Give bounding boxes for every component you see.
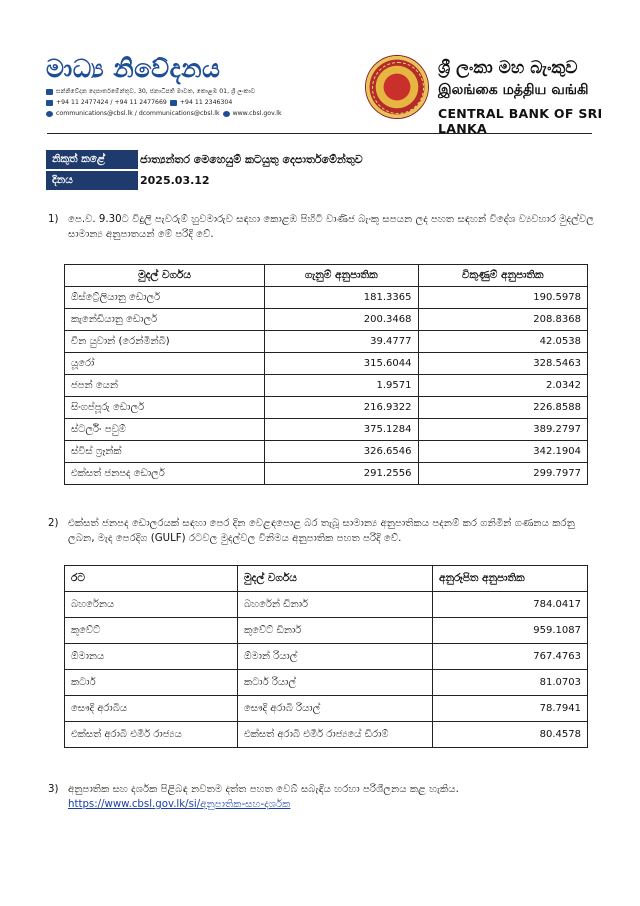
buying-rate-cell: 326.6546	[264, 441, 418, 463]
selling-rate-cell: 389.2797	[418, 419, 588, 441]
phone-icon	[46, 100, 53, 106]
currency-cell: යූරෝ	[65, 353, 265, 375]
country-cell: කුවේට්	[65, 618, 238, 644]
table-row	[65, 592, 588, 618]
table-row	[65, 331, 588, 353]
column-header: මුදල් වර්ගය	[238, 566, 433, 592]
table-row	[65, 463, 588, 485]
phone-text: +94 11 2477424 / +94 11 2477669	[56, 99, 167, 106]
rate-cell: 767.4763	[433, 644, 588, 670]
table-row	[65, 353, 588, 375]
website-text[interactable]: www.cbsl.gov.lk	[232, 110, 282, 117]
selling-rate-cell: 342.1904	[418, 441, 588, 463]
section-2-number: 2)	[48, 518, 59, 529]
column-header: අනුරූපිත අනුපාතික	[433, 566, 588, 592]
section-1-number: 1)	[48, 214, 59, 225]
section-2-paragraph	[48, 516, 594, 546]
issued-by-value: ජාත්‍යන්තර මෙහෙයුම් කටයුතු දෙපාර්තමේන්තුව	[140, 152, 363, 166]
buying-rate-cell: 181.3365	[264, 287, 418, 309]
address-line	[46, 88, 255, 96]
country-cell: එක්සත් අරාබි එමීර් රාජ්‍යය	[65, 722, 238, 748]
table-row	[65, 309, 588, 331]
table-row	[65, 696, 588, 722]
table-row	[65, 670, 588, 696]
selling-rate-cell: 42.0538	[418, 331, 588, 353]
currency-cell: ස්ටර්ලිං පවුම්	[65, 419, 265, 441]
table-row	[65, 441, 588, 463]
currency-cell: එක්සත් ජනපද ඩොලර්	[65, 463, 265, 485]
column-header: විකුණුම් අනුපාතික	[418, 265, 588, 287]
currency-cell: ස්විස් ෆ්‍රෑන්ක්	[65, 441, 265, 463]
section-1-paragraph	[48, 212, 594, 242]
rate-cell: 784.0417	[433, 592, 588, 618]
country-cell: සෞදි අරාබිය	[65, 696, 238, 722]
press-release-title: මාධ්‍ය නිවේදනය	[46, 54, 221, 83]
section-3-text: අනුපාතික සහ දර්ශක පිළිබඳ නවතම දත්ත පහත වෙබ් සබැඳිය හරහා පරිශීලනය කළ හැකිය.	[68, 784, 459, 795]
globe-icon	[223, 111, 230, 117]
issued-by-label: නිකුත් කළේ	[46, 150, 138, 169]
selling-rate-cell: 208.8368	[418, 309, 588, 331]
header-divider	[47, 133, 592, 134]
buying-rate-cell: 1.9571	[264, 375, 418, 397]
buying-rate-cell: 315.6044	[264, 353, 418, 375]
table-row	[65, 722, 588, 748]
selling-rate-cell: 226.8588	[418, 397, 588, 419]
section-2-text: එක්සත් ජනපද ඩොලරයක් සඳහා පෙර දින වෙළඳපොළ බර තැබූ සාමාන්‍ය අනුපාතිකය පදනම් කර ගනිමින් ගණනය කරනු ලබන, මැද පෙරදිග (GULF) රටවල මුදල්වල විනිමය අනුපාතික පහත පරිදි වේ.	[68, 518, 575, 544]
email-icon	[46, 111, 53, 117]
table-row	[65, 287, 588, 309]
column-header: රට	[65, 566, 238, 592]
email-text[interactable]: communications@cbsl.lk / dcommunications@cbsl.lk	[56, 110, 220, 117]
rate-cell: 80.4578	[433, 722, 588, 748]
table-header-row	[65, 265, 588, 287]
currency-cell: ඕමාන් රියාල්	[238, 644, 433, 670]
bank-name-tamil: இலங்கை மத்திய வங்கி	[438, 82, 589, 98]
table-row	[65, 419, 588, 441]
gulf-rates-table	[64, 565, 588, 748]
rate-cell: 81.0703	[433, 670, 588, 696]
currency-cell: ජපන් යෙන්	[65, 375, 265, 397]
selling-rate-cell: 328.5463	[418, 353, 588, 375]
currency-cell: ඕස්ට්‍රේලියානු ඩොලර්	[65, 287, 265, 309]
address-text: සන්නිවේදන දෙපාර්තමේන්තුව, 30, ජනාධිපති මාවත, කොළඹ 01, ශ්‍රී ලංකාව	[56, 88, 256, 95]
rate-cell: 959.1087	[433, 618, 588, 644]
table-row	[65, 397, 588, 419]
currency-cell: කැනේඩියානු ඩොලර්	[65, 309, 265, 331]
currency-cell: සෞදි අරාබි රියාල්	[238, 696, 433, 722]
section-3-paragraph	[48, 782, 594, 812]
currency-cell: කුවේට් ඩිනාර්	[238, 618, 433, 644]
fax-text: +94 11 2346304	[179, 99, 233, 106]
column-header: ගැනුම් අනුපාතික	[264, 265, 418, 287]
country-cell: ඕමානය	[65, 644, 238, 670]
table-row	[65, 375, 588, 397]
buying-rate-cell: 200.3468	[264, 309, 418, 331]
table-row	[65, 644, 588, 670]
buying-rate-cell: 375.1284	[264, 419, 418, 441]
currency-cell: කටාර් රියාල්	[238, 670, 433, 696]
buying-rate-cell: 291.2556	[264, 463, 418, 485]
country-cell: බහරේනය	[65, 592, 238, 618]
table-header-row	[65, 566, 588, 592]
email-line	[46, 110, 282, 117]
phone-line	[46, 99, 232, 106]
currency-cell: බහරේන් ඩිනාර්	[238, 592, 433, 618]
selling-rate-cell: 2.0342	[418, 375, 588, 397]
rates-indices-link[interactable]: https://www.cbsl.gov.lk/si/අනුපාතික-සහ-දර්ශක	[68, 799, 291, 810]
cbsl-emblem-ring	[372, 62, 424, 114]
buying-rate-cell: 39.4777	[264, 331, 418, 353]
fax-icon	[170, 100, 177, 106]
table-row	[65, 618, 588, 644]
envelope-icon	[46, 89, 53, 95]
date-label: දිනය	[46, 171, 138, 190]
section-1-text: පෙ.ව. 9.30ට විදුලි පැවරුම් හුවමාරුව සඳහා කොළඹ පිහිටි වාණිජ බැංකු සපයන ලද පහත සඳහන් විදේශ ව්‍යවහාර මුදල්වල සාමාන්‍ය අනුපාතයන් මේ පරිදි වේ.	[68, 214, 594, 240]
country-cell: කටාර්	[65, 670, 238, 696]
currency-cell: චීන යුවාන් (රෙන්මින්බි)	[65, 331, 265, 353]
rate-cell: 78.7941	[433, 696, 588, 722]
column-header: මුදල් වර්ගය	[65, 265, 265, 287]
date-value: 2025.03.12	[140, 174, 210, 187]
exchange-rates-table	[64, 264, 588, 485]
currency-cell: සිංගප්පූරු ඩොලර්	[65, 397, 265, 419]
buying-rate-cell: 216.9322	[264, 397, 418, 419]
bank-name-sinhala: ශ්‍රී ලංකා මහ බැංකුව	[438, 58, 578, 78]
section-3-number: 3)	[48, 784, 59, 795]
bank-name-english: CENTRAL BANK OF SRI LANKA	[438, 106, 603, 136]
currency-cell: එක්සත් අරාබි එමීර් රාජ්‍යයේ ඩිරාම්	[238, 722, 433, 748]
selling-rate-cell: 299.7977	[418, 463, 588, 485]
selling-rate-cell: 190.5978	[418, 287, 588, 309]
